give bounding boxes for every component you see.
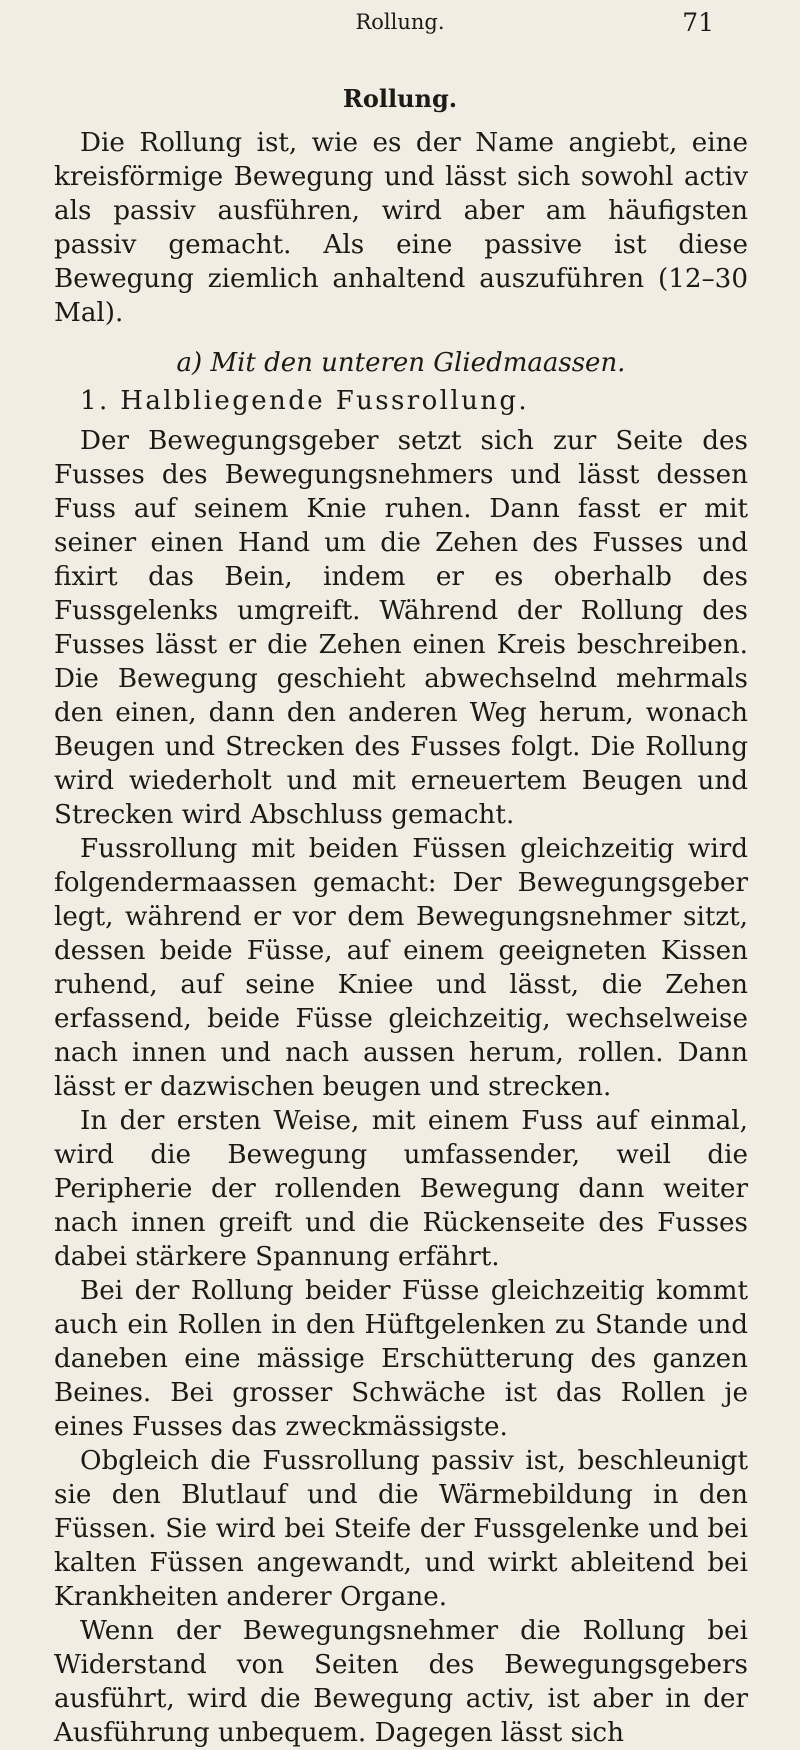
paragraph-intro: Die Rollung ist, wie es der Name angiebt, eine kreisförmige Bewegung und lässt sich sowohl activ als passiv ausführen, wird aber am häufigsten passiv gemacht. Als eine passive ist diese Bewegung ziemlich anhaltend auszuführen (12–30 Mal). — [54, 128, 748, 328]
section-title: Rollung. — [342, 84, 458, 113]
paragraph-both-feet-effect: Bei der Rollung beider Füsse gleichzeitig kommt auch ein Rollen in den Hüftgelenken zu Stande und daneben eine mässige Erschütterung des ganzen Beines. Bei grosser Schwäche ist das Rollen je eines Fusses das zweckmässigste. — [54, 1276, 748, 1442]
body-text — [54, 126, 748, 1750]
paragraph-half-lying-foot-rolling: Der Bewegungsgeber setzt sich zur Seite des Fusses des Bewegungsnehmers und lässt dessen Fuss auf seinem Knie ruhen. Dann fasst er mit seiner einen Hand um die Zehen des Fusses und fixirt das Bein, indem er es oberhalb des Fussgelenks umgreift. Während der Rollung des Fusses lässt er die Zehen einen Kreis beschreiben. Die Bewegung geschieht abwechselnd mehrmals den einen, dann den anderen Weg herum, wonach Beugen und Strecken des Fusses folgt. Die Rollung wird wiederholt und mit erneuertem Beugen und Strecken wird Abschluss gemacht. — [54, 426, 748, 830]
subsection-title: a) Mit den unteren Gliedmaassen. — [176, 348, 626, 378]
running-header — [0, 8, 800, 48]
running-title: Rollung. — [355, 10, 445, 34]
paragraph-both-feet-rolling: Fussrollung mit beiden Füssen gleichzeitig wird folgendermaassen gemacht: Der Bewegungsgeber legt, während er vor dem Bewegungsnehmer sitzt, dessen beide Füsse, auf einem geeigneten Kissen ruhend, auf seine Kniee und lässt, die Zehen erfassend, beide Füsse gleichzeitig, wechselweise nach innen und nach aussen herum, rollen. Dann lässt er dazwischen beugen und strecken. — [54, 834, 748, 1102]
paragraph-resistance: Wenn der Bewegungsnehmer die Rollung bei Widerstand von Seiten des Bewegungsgebers ausführt, wird die Bewegung activ, ist aber in der Ausführung unbequem. Dagegen lässt sich — [54, 1616, 748, 1748]
page-number: 71 — [682, 8, 714, 37]
paragraph-passive-effect: Obgleich die Fussrollung passiv ist, beschleunigt sie den Blutlauf und die Wärmebildung in den Füssen. Sie wird bei Steife der Fussgelenke und bei kalten Füssen angewandt, und wirkt ableitend bei Krankheiten anderer Organe. — [54, 1446, 748, 1612]
paragraph-first-method: In der ersten Weise, mit einem Fuss auf einmal, wird die Bewegung umfassender, weil die Peripherie der rollenden Bewegung dann weiter nach innen greift und die Rückenseite des Fusses dabei stärkere Spannung erfährt. — [54, 1106, 748, 1272]
exercise-title: 1. Halbliegende Fussrollung. — [80, 386, 530, 416]
